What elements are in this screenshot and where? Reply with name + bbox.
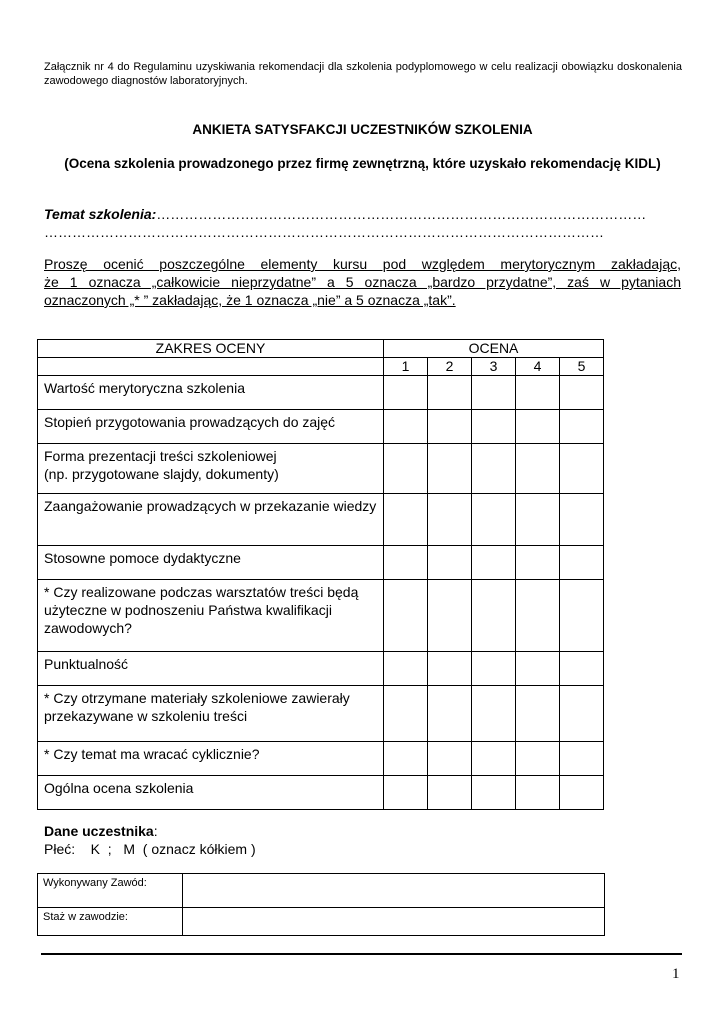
rating-cell-5[interactable] (560, 444, 604, 494)
scale-1: 1 (384, 358, 428, 376)
rating-cell-5[interactable] (560, 546, 604, 580)
rating-cell-1[interactable] (384, 686, 428, 742)
criterion-label: * Czy realizowane podczas warsztatów treści będą użyteczne w podnoszeniu Państwa kwalifikacji zawodowych? (38, 580, 384, 652)
rating-cell-5[interactable] (560, 494, 604, 546)
rating-cell-5[interactable] (560, 410, 604, 444)
rating-cell-5[interactable] (560, 580, 604, 652)
rating-cell-5[interactable] (560, 686, 604, 742)
criterion-label: Stosowne pomoce dydaktyczne (38, 546, 384, 580)
rating-cell-2[interactable] (428, 686, 472, 742)
participant-section (44, 822, 256, 858)
rating-cell-1[interactable] (384, 410, 428, 444)
scope-header: ZAKRES OCENY (38, 340, 384, 358)
participant-colon: : (153, 823, 158, 839)
rating-cell-3[interactable] (472, 652, 516, 686)
criterion-label: Forma prezentacji treści szkoleniowej (np. przygotowane slajdy, dokumenty) (38, 444, 384, 494)
profession-label: Wykonywany Zawód: (38, 874, 183, 908)
rating-row (38, 410, 604, 444)
rating-cell-1[interactable] (384, 742, 428, 776)
criterion-label: Zaangażowanie prowadzących w przekazanie wiedzy (38, 494, 384, 546)
rating-cell-2[interactable] (428, 546, 472, 580)
rating-row (38, 652, 604, 686)
rating-row (38, 546, 604, 580)
scale-4: 4 (516, 358, 560, 376)
rating-cell-4[interactable] (516, 580, 560, 652)
instruction-line-3: oznaczonych „* ” zakładając, że 1 oznacza „nie” a 5 oznacza „tak”. (44, 292, 456, 308)
rating-row (38, 742, 604, 776)
header-note: Załącznik nr 4 do Regulaminu uzyskiwania rekomendacji dla szkolenia podyplomowego w celu realizacji obowiązku doskonalenia zawodowego diagnostów laboratoryjnych. (44, 61, 682, 87)
rating-cell-5[interactable] (560, 376, 604, 410)
instruction-line-1: Proszę ocenić poszczególne elementy kursu pod względem merytorycznym zakładając, (44, 256, 681, 272)
rating-table (37, 339, 604, 810)
criterion-label: Punktualność (38, 652, 384, 686)
tenure-label: Staż w zawodzie: (38, 908, 183, 936)
rating-row (38, 444, 604, 494)
rating-row (38, 776, 604, 810)
training-topic-line-2[interactable]: ………………………………………………………………………………………………………… (44, 224, 604, 240)
rating-cell-1[interactable] (384, 580, 428, 652)
training-topic-dots: …………………………………………………………………………………………… (156, 206, 647, 222)
rating-cell-3[interactable] (472, 686, 516, 742)
rating-instruction (44, 255, 681, 309)
rating-cell-4[interactable] (516, 652, 560, 686)
rating-cell-3[interactable] (472, 546, 516, 580)
footer-rule (41, 953, 682, 955)
rating-row (38, 686, 604, 742)
rating-cell-1[interactable] (384, 652, 428, 686)
rating-cell-5[interactable] (560, 742, 604, 776)
rating-cell-4[interactable] (516, 376, 560, 410)
rating-cell-3[interactable] (472, 494, 516, 546)
rating-cell-1[interactable] (384, 444, 428, 494)
rating-cell-4[interactable] (516, 494, 560, 546)
rating-cell-1[interactable] (384, 494, 428, 546)
rating-cell-4[interactable] (516, 776, 560, 810)
rating-cell-3[interactable] (472, 376, 516, 410)
participant-label: Dane uczestnika (44, 823, 154, 839)
scope-header-blank (38, 358, 384, 376)
rating-cell-2[interactable] (428, 410, 472, 444)
scale-5: 5 (560, 358, 604, 376)
criterion-label: Ogólna ocena szkolenia (38, 776, 384, 810)
rating-cell-2[interactable] (428, 742, 472, 776)
scale-3: 3 (472, 358, 516, 376)
page-subtitle: (Ocena szkolenia prowadzonego przez firmę zewnętrzną, które uzyskało rekomendację KIDL) (64, 156, 661, 171)
rating-cell-4[interactable] (516, 410, 560, 444)
gender-line[interactable]: Płeć: K ; M ( oznacz kółkiem ) (44, 841, 256, 857)
rating-row (38, 376, 604, 410)
page-number: 1 (672, 966, 680, 982)
rating-cell-2[interactable] (428, 652, 472, 686)
rating-cell-2[interactable] (428, 444, 472, 494)
rating-cell-1[interactable] (384, 546, 428, 580)
criterion-label: * Czy temat ma wracać cyklicznie? (38, 742, 384, 776)
training-topic-label: Temat szkolenia: (44, 206, 157, 222)
profession-field[interactable] (183, 874, 605, 908)
criterion-label: Wartość merytoryczna szkolenia (38, 376, 384, 410)
rating-cell-3[interactable] (472, 410, 516, 444)
rating-cell-4[interactable] (516, 686, 560, 742)
page-title: ANKIETA SATYSFAKCJI UCZESTNIKÓW SZKOLENIA (192, 122, 533, 137)
training-topic-line[interactable] (44, 206, 684, 222)
tenure-field[interactable] (183, 908, 605, 936)
rating-cell-4[interactable] (516, 546, 560, 580)
rating-row (38, 580, 604, 652)
rating-cell-4[interactable] (516, 742, 560, 776)
rating-cell-1[interactable] (384, 776, 428, 810)
rating-cell-2[interactable] (428, 580, 472, 652)
rating-cell-5[interactable] (560, 776, 604, 810)
rating-cell-3[interactable] (472, 742, 516, 776)
criterion-label: Stopień przygotowania prowadzących do zajęć (38, 410, 384, 444)
rating-cell-1[interactable] (384, 376, 428, 410)
scale-2: 2 (428, 358, 472, 376)
instruction-line-2: że 1 oznacza „całkowicie nieprzydatne” a 5 oznacza „bardzo przydatne”, zaś w pytaniach (44, 274, 681, 290)
rating-cell-2[interactable] (428, 494, 472, 546)
participant-info-table (37, 873, 605, 936)
rating-row (38, 494, 604, 546)
rating-cell-5[interactable] (560, 652, 604, 686)
rating-cell-3[interactable] (472, 444, 516, 494)
rating-cell-2[interactable] (428, 776, 472, 810)
rating-cell-3[interactable] (472, 580, 516, 652)
rating-cell-2[interactable] (428, 376, 472, 410)
rating-cell-4[interactable] (516, 444, 560, 494)
criterion-label: * Czy otrzymane materiały szkoleniowe zawierały przekazywane w szkoleniu treści (38, 686, 384, 742)
rating-header: OCENA (384, 340, 604, 358)
rating-cell-3[interactable] (472, 776, 516, 810)
